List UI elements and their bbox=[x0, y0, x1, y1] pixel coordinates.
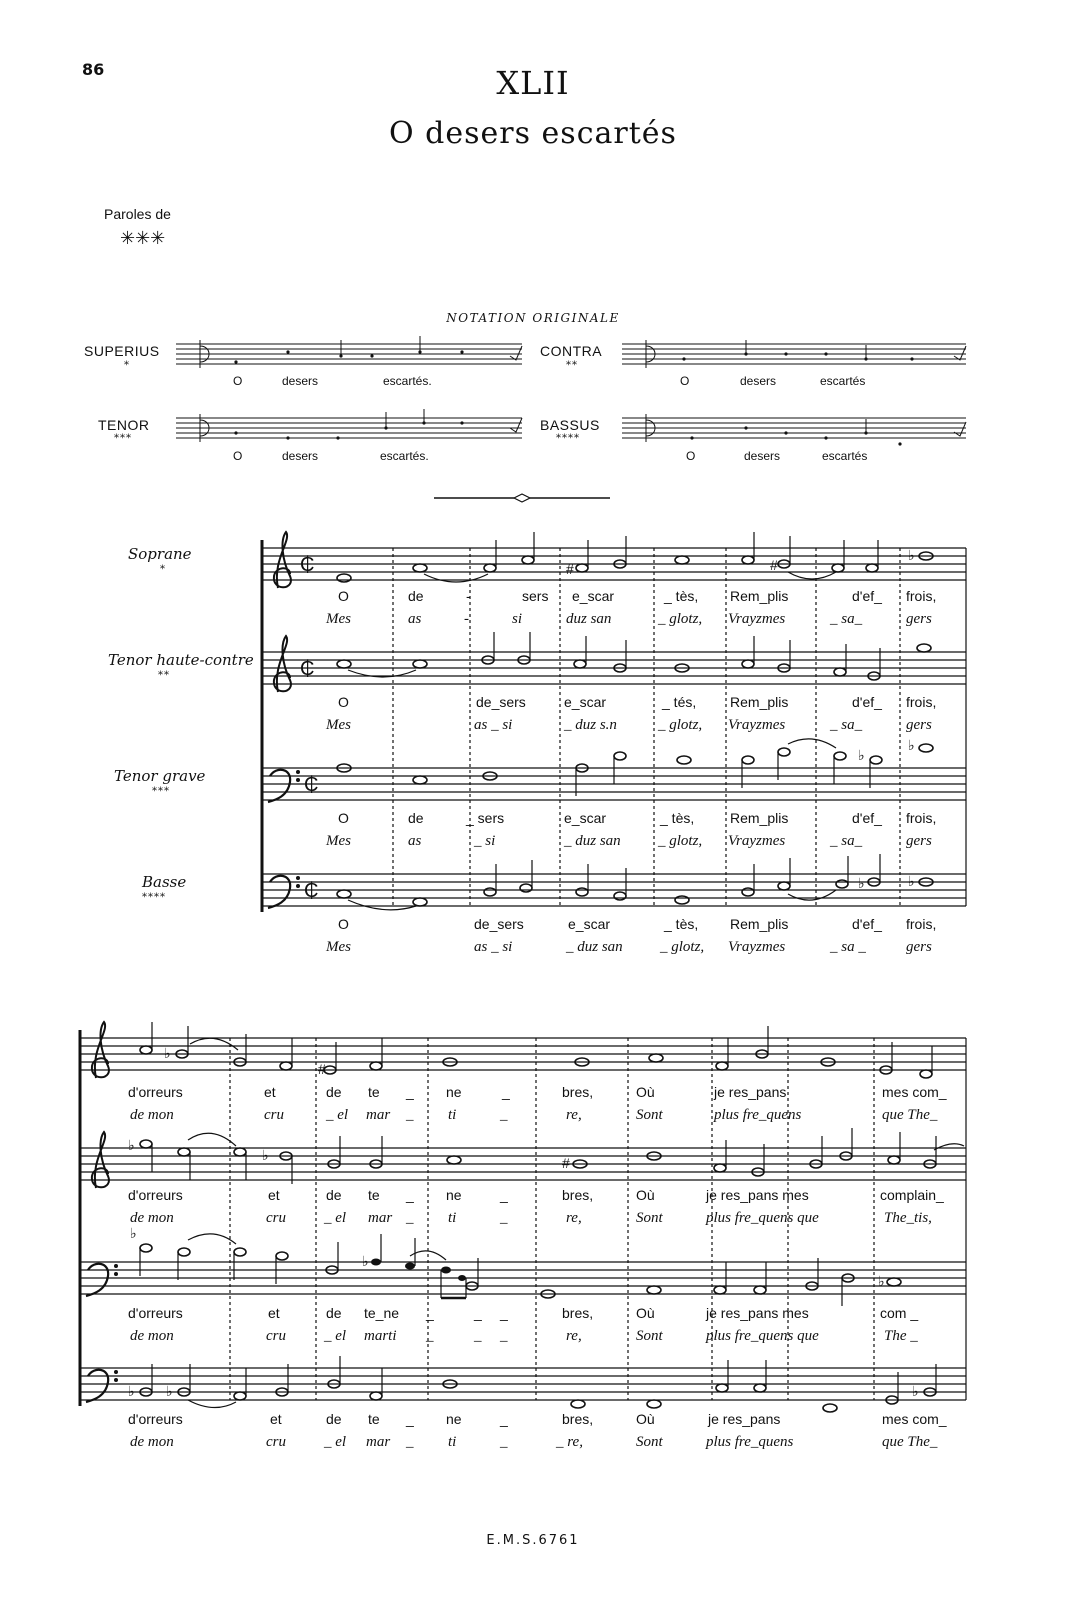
lyric-syllable: cru bbox=[266, 1328, 286, 1344]
lyric-syllable: mar bbox=[368, 1210, 393, 1226]
lyric-syllable: re, bbox=[566, 1107, 582, 1123]
lyric-syllable: _ sa _ bbox=[830, 939, 866, 955]
svg-text:♭: ♭ bbox=[908, 737, 915, 753]
svg-text:♭: ♭ bbox=[908, 873, 915, 889]
lyric-syllable: - bbox=[464, 611, 469, 627]
incipit-name-superius: SUPERIUS bbox=[84, 343, 160, 359]
incipit-lyric: escartés bbox=[820, 374, 866, 388]
piece-title: O desers escartés bbox=[389, 116, 677, 151]
piece-number: XLII bbox=[496, 64, 570, 102]
lyric-syllable: de mon bbox=[130, 1328, 174, 1344]
lyric-syllable: de bbox=[326, 1411, 342, 1427]
lyric-syllable: de bbox=[408, 810, 424, 826]
voice-stars-basse: **** bbox=[142, 892, 166, 903]
lyric-syllable: _ bbox=[406, 1187, 414, 1203]
lyric-syllable: com _ bbox=[880, 1305, 919, 1321]
incipit-lyric: escartés bbox=[822, 449, 868, 463]
author-stars: ✳✳✳ bbox=[120, 228, 166, 249]
lyric-syllable: je res_pans bbox=[708, 1411, 781, 1427]
lyric-syllable: et bbox=[268, 1305, 280, 1321]
staff bbox=[80, 1262, 966, 1294]
lyric-syllable: re, bbox=[566, 1328, 582, 1344]
incipit-name-tenor: TENOR bbox=[98, 417, 150, 433]
lyric-syllable: _ tès, bbox=[664, 588, 699, 604]
svg-text:♭: ♭ bbox=[858, 747, 865, 763]
lyric-syllable: bres, bbox=[562, 1411, 594, 1427]
voice-name-basse: Basse bbox=[142, 873, 187, 891]
svg-text:♭: ♭ bbox=[166, 1383, 173, 1399]
lyric-syllable: Sont bbox=[636, 1107, 663, 1123]
lyric-syllable: gers bbox=[906, 939, 932, 955]
incipit-stars-bassus: **** bbox=[556, 433, 580, 444]
lyric-syllable: bres, bbox=[562, 1084, 594, 1100]
incipit-lyric: desers bbox=[740, 374, 777, 388]
staff bbox=[80, 1368, 966, 1400]
lyric-syllable: que The_ bbox=[882, 1107, 938, 1123]
lyric-syllable: ne bbox=[446, 1084, 462, 1100]
lyric-syllable: e_scar bbox=[564, 694, 607, 710]
lyric-syllable: ne bbox=[446, 1187, 462, 1203]
lyric-syllable: _ duz s.n bbox=[564, 717, 617, 733]
voice-name-tenor-haute-contre: Tenor haute-contre bbox=[108, 651, 254, 669]
lyric-syllable: de_sers bbox=[476, 694, 526, 710]
lyric-syllable: The _ bbox=[884, 1328, 918, 1344]
lyric-syllable: cru bbox=[266, 1434, 286, 1450]
lyric-syllable: mes com_ bbox=[882, 1084, 947, 1100]
lyric-syllable: frois, bbox=[906, 588, 937, 604]
lyric-syllable: cru bbox=[264, 1107, 284, 1123]
incipit-lyric: desers bbox=[282, 374, 319, 388]
lyric-syllable: d'ef_ bbox=[852, 588, 882, 604]
lyric-syllable: d'orreurs bbox=[128, 1187, 183, 1203]
lyric-syllable: Rem_plis bbox=[730, 810, 789, 826]
lyric-syllable: Vrayzmes bbox=[728, 939, 786, 955]
lyric-syllable: te bbox=[368, 1411, 380, 1427]
lyric-syllable: Rem_plis bbox=[730, 588, 789, 604]
incipit-stars-tenor: *** bbox=[114, 433, 132, 444]
lyric-syllable: _ sers bbox=[466, 810, 505, 826]
voice-stars-tenor-grave: *** bbox=[152, 786, 170, 797]
lyric-syllable: cru bbox=[266, 1210, 286, 1226]
lyric-syllable: _ sa_ bbox=[830, 833, 863, 849]
lyric-syllable: _ tès, bbox=[664, 916, 699, 932]
lyric-syllable: re, bbox=[566, 1210, 582, 1226]
svg-text:₵: ₵ bbox=[300, 658, 315, 680]
lyric-syllable: d'ef_ bbox=[852, 694, 882, 710]
lyric-syllable: _ el bbox=[326, 1107, 349, 1123]
svg-text:₵: ₵ bbox=[300, 554, 315, 576]
lyric-syllable: de bbox=[326, 1187, 342, 1203]
lyric-syllable: Où bbox=[636, 1411, 655, 1427]
svg-text:♭: ♭ bbox=[130, 1225, 137, 1241]
lyric-syllable: que The_ bbox=[882, 1434, 938, 1450]
lyric-syllable: je res_pans mes bbox=[706, 1305, 809, 1321]
svg-text:₵: ₵ bbox=[304, 774, 319, 796]
lyric-syllable: _ bbox=[426, 1305, 434, 1321]
lyric-syllable: de mon bbox=[130, 1210, 174, 1226]
lyric-syllable: frois, bbox=[906, 694, 937, 710]
lyric-syllable: O bbox=[338, 588, 349, 604]
svg-text:♭: ♭ bbox=[362, 1253, 369, 1269]
lyric-syllable: et bbox=[268, 1187, 280, 1203]
lyric-syllable: frois, bbox=[906, 916, 937, 932]
lyric-syllable: Mes bbox=[326, 611, 351, 627]
lyric-syllable: _ bbox=[500, 1411, 508, 1427]
lyric-syllable: Vrayzmes bbox=[728, 717, 786, 733]
lyric-syllable: _ bbox=[426, 1328, 434, 1344]
lyric-syllable: Rem_plis bbox=[730, 694, 789, 710]
lyric-syllable: Vrayzmes bbox=[728, 833, 786, 849]
lyric-syllable: d'ef_ bbox=[852, 810, 882, 826]
lyric-syllable: Où bbox=[636, 1084, 655, 1100]
lyric-syllable: mar bbox=[366, 1434, 391, 1450]
lyric-syllable: _ bbox=[406, 1411, 414, 1427]
voice-stars-soprane: * bbox=[160, 564, 166, 575]
lyric-syllable: _ bbox=[474, 1328, 482, 1344]
lyric-syllable: Sont bbox=[636, 1210, 663, 1226]
lyric-syllable: O bbox=[338, 916, 349, 932]
lyric-syllable: de_sers bbox=[474, 916, 524, 932]
svg-text:#: # bbox=[318, 1061, 326, 1077]
incipit-lyric: O bbox=[686, 449, 696, 463]
lyric-syllable: ti bbox=[448, 1107, 457, 1123]
lyric-syllable: _ duz san bbox=[564, 833, 621, 849]
svg-text:♭: ♭ bbox=[164, 1045, 171, 1061]
incipit-name-bassus: BASSUS bbox=[540, 417, 600, 433]
lyric-syllable: _ bbox=[474, 1305, 482, 1321]
lyric-syllable: ti bbox=[448, 1434, 457, 1450]
svg-text:#: # bbox=[562, 1155, 570, 1171]
lyric-syllable: _ sa_ bbox=[830, 611, 863, 627]
lyric-syllable: _ si bbox=[474, 833, 496, 849]
lyric-syllable: plus fre_quens que bbox=[706, 1328, 819, 1344]
lyric-syllable: The_tis, bbox=[884, 1210, 932, 1226]
lyric-syllable: Mes bbox=[326, 717, 351, 733]
lyric-syllable: Sont bbox=[636, 1328, 663, 1344]
lyric-syllable: _ tés, bbox=[662, 694, 697, 710]
lyric-syllable: - bbox=[466, 588, 471, 604]
footer-plate-number: E.M.S.6761 bbox=[486, 1533, 580, 1548]
lyric-syllable: _ glotz, bbox=[658, 833, 703, 849]
lyric-syllable: marti bbox=[364, 1328, 397, 1344]
lyric-syllable: gers bbox=[906, 717, 932, 733]
svg-text:#: # bbox=[770, 557, 778, 573]
lyric-syllable: _ bbox=[500, 1187, 508, 1203]
lyric-syllable: je res_pans bbox=[714, 1084, 787, 1100]
lyric-syllable: et bbox=[270, 1411, 282, 1427]
lyric-syllable: e_scar bbox=[572, 588, 615, 604]
lyric-syllable: _ bbox=[500, 1434, 508, 1450]
lyric-syllable: O bbox=[338, 694, 349, 710]
incipit-lyric: desers bbox=[282, 449, 319, 463]
staff bbox=[80, 1148, 966, 1180]
lyric-syllable: Mes bbox=[326, 833, 351, 849]
lyric-syllable: _ el bbox=[324, 1328, 347, 1344]
lyric-syllable: _ bbox=[500, 1210, 508, 1226]
svg-text:₵: ₵ bbox=[304, 880, 319, 902]
lyric-syllable: Sont bbox=[636, 1434, 663, 1450]
lyric-syllable: Où bbox=[636, 1305, 655, 1321]
lyric-syllable: _ bbox=[406, 1434, 414, 1450]
lyric-syllable: bres, bbox=[562, 1305, 594, 1321]
lyric-syllable: Où bbox=[636, 1187, 655, 1203]
lyric-syllable: Vrayzmes bbox=[728, 611, 786, 627]
svg-text:♭: ♭ bbox=[262, 1147, 269, 1163]
lyric-syllable: et bbox=[264, 1084, 276, 1100]
lyric-syllable: ne bbox=[446, 1411, 462, 1427]
lyric-syllable: _ sa_ bbox=[830, 717, 863, 733]
lyric-syllable: d'ef_ bbox=[852, 916, 882, 932]
lyric-syllable: gers bbox=[906, 833, 932, 849]
lyric-syllable: plus fre_quens bbox=[714, 1107, 802, 1123]
paroles-label: Paroles de bbox=[104, 206, 171, 222]
lyric-syllable: sers bbox=[522, 588, 549, 604]
svg-text:♭: ♭ bbox=[912, 1383, 919, 1399]
lyric-syllable: _ el bbox=[324, 1210, 347, 1226]
lyric-syllable: bres, bbox=[562, 1187, 594, 1203]
lyric-syllable: Mes bbox=[326, 939, 351, 955]
svg-text:♭: ♭ bbox=[878, 1273, 885, 1289]
lyric-syllable: _ glotz, bbox=[660, 939, 705, 955]
incipit-lyric: escartés. bbox=[380, 449, 429, 463]
lyric-syllable: de bbox=[408, 588, 424, 604]
lyric-syllable: _ bbox=[500, 1328, 508, 1344]
lyric-syllable: as bbox=[408, 833, 422, 849]
svg-text:♭: ♭ bbox=[908, 547, 915, 563]
lyric-syllable: plus fre_quens que bbox=[706, 1210, 819, 1226]
lyric-syllable: de mon bbox=[130, 1434, 174, 1450]
lyric-syllable: complain_ bbox=[880, 1187, 944, 1203]
lyric-syllable: de bbox=[326, 1305, 342, 1321]
lyric-syllable: gers bbox=[906, 611, 932, 627]
lyric-syllable: te bbox=[368, 1187, 380, 1203]
incipit-lyric: escartés. bbox=[383, 374, 432, 388]
incipit-stars-contra: ** bbox=[566, 360, 578, 371]
notation-label: NOTATION ORIGINALE bbox=[446, 311, 620, 325]
lyric-syllable: _ bbox=[406, 1210, 414, 1226]
incipit-lyric: desers bbox=[744, 449, 781, 463]
lyric-syllable: Rem_plis bbox=[730, 916, 789, 932]
lyric-syllable: mes com_ bbox=[882, 1411, 947, 1427]
svg-text:♭: ♭ bbox=[128, 1137, 135, 1153]
incipit-lyric: O bbox=[233, 374, 243, 388]
lyric-syllable: _ bbox=[500, 1107, 508, 1123]
lyric-syllable: te bbox=[368, 1084, 380, 1100]
svg-text:♭: ♭ bbox=[858, 875, 865, 891]
lyric-syllable: d'orreurs bbox=[128, 1084, 183, 1100]
lyric-syllable: de mon bbox=[130, 1107, 174, 1123]
lyric-syllable: ti bbox=[448, 1210, 457, 1226]
lyric-syllable: _ tès, bbox=[660, 810, 695, 826]
lyric-syllable: d'orreurs bbox=[128, 1305, 183, 1321]
incipit-lyric: O bbox=[233, 449, 243, 463]
lyric-syllable: _ el bbox=[324, 1434, 347, 1450]
voice-stars-tenor-haute-contre: ** bbox=[158, 670, 170, 681]
incipit-stars-superius: * bbox=[124, 360, 130, 371]
svg-text:#: # bbox=[566, 561, 574, 577]
voice-name-tenor-grave: Tenor grave bbox=[114, 767, 206, 785]
incipit-lyric: O bbox=[680, 374, 690, 388]
lyric-syllable: _ bbox=[406, 1107, 414, 1123]
svg-text:♭: ♭ bbox=[128, 1383, 135, 1399]
lyric-syllable: as _ si bbox=[474, 939, 513, 955]
lyric-syllable: frois, bbox=[906, 810, 937, 826]
lyric-syllable: as bbox=[408, 611, 422, 627]
lyric-syllable: si bbox=[512, 611, 523, 627]
lyric-syllable: mar bbox=[366, 1107, 391, 1123]
lyric-syllable: e_scar bbox=[564, 810, 607, 826]
lyric-syllable: _ bbox=[406, 1084, 414, 1100]
lyric-syllable: _ re, bbox=[556, 1434, 583, 1450]
lyric-syllable: _ glotz, bbox=[658, 611, 703, 627]
lyric-syllable: as _ si bbox=[474, 717, 513, 733]
lyric-syllable: je res_pans mes bbox=[706, 1187, 809, 1203]
voice-name-soprane: Soprane bbox=[128, 545, 192, 563]
page-number: 86 bbox=[82, 60, 105, 79]
lyric-syllable: O bbox=[338, 810, 349, 826]
lyric-syllable: te_ne bbox=[364, 1305, 400, 1321]
lyric-syllable: _ bbox=[500, 1305, 508, 1321]
incipit-name-contra: CONTRA bbox=[540, 343, 603, 359]
lyric-syllable: _ glotz, bbox=[658, 717, 703, 733]
lyric-syllable: plus fre_quens bbox=[706, 1434, 794, 1450]
lyric-syllable: _ duz san bbox=[566, 939, 623, 955]
lyric-syllable: de bbox=[326, 1084, 342, 1100]
lyric-syllable: d'orreurs bbox=[128, 1411, 183, 1427]
lyric-syllable: e_scar bbox=[568, 916, 611, 932]
lyric-syllable: duz san bbox=[566, 611, 612, 627]
lyric-syllable: _ bbox=[502, 1084, 510, 1100]
